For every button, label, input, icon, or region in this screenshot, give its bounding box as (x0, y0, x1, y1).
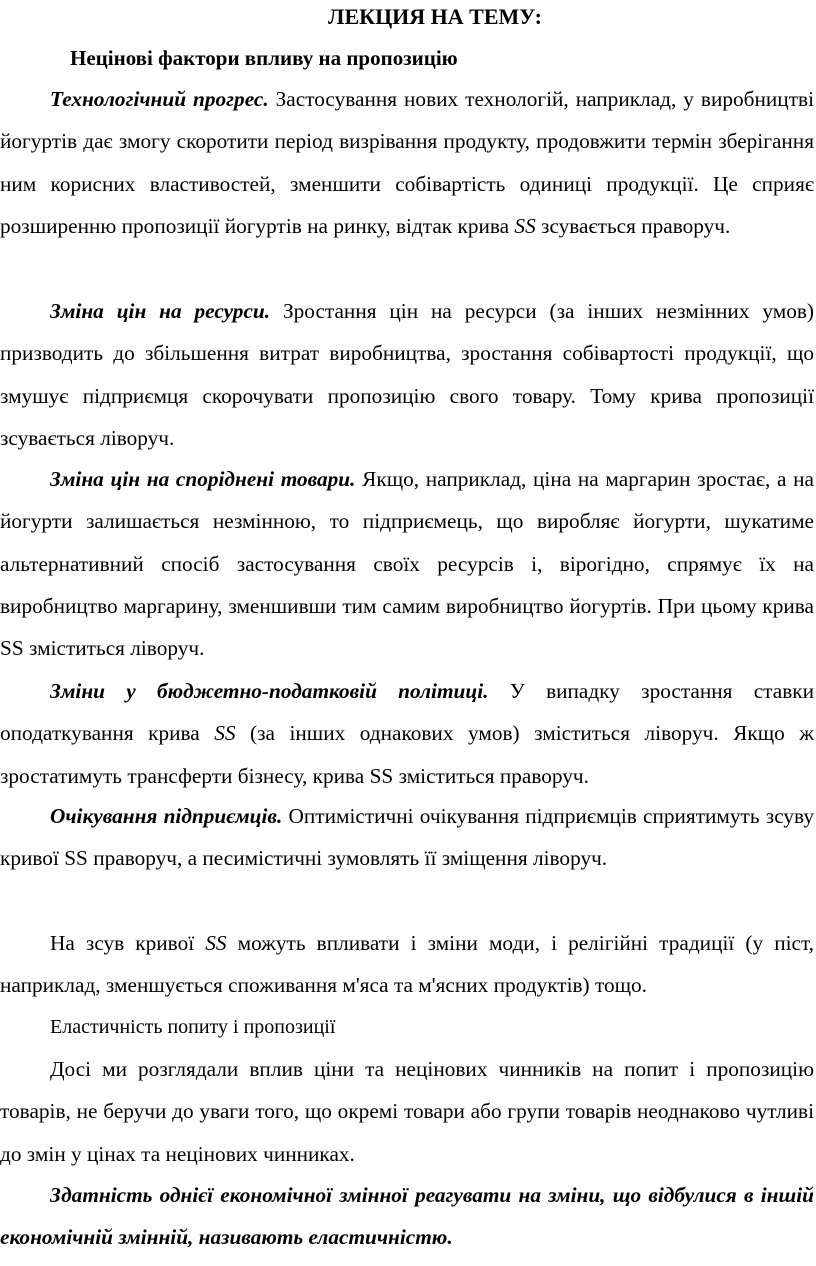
paragraph-fashion-traditions (0, 922, 814, 1007)
paragraph-text: Оптимістичні очікування підприємців сприятимуть зсуву кривої SS праворуч, а песимістичні зумовлять її зміщення ліворуч. (0, 804, 815, 871)
paragraph-elasticity-intro: Досі ми розглядали вплив ціни та нецінових чинників на попит і пропозицію товарів, не беручи до уваги того, що окремі товари або групи товарів неоднаково чутливі до змін у цінах та нецінових чинниках. (0, 1057, 814, 1166)
paragraph-text: На зсув кривої (50, 931, 206, 955)
lecture-subtitle: Нецінові фактори впливу на пропозицію (70, 46, 458, 70)
page-title: ЛЕКЦИЯ НА ТЕМУ: (328, 4, 542, 29)
paragraph-text: можуть впливати і зміни моди, і релігійні традиції (у піст, наприклад, зменшується споживання м'яса та м'ясних продуктів) тощо. (0, 931, 814, 998)
section-heading-elasticity: Еластичність попиту і пропозиції (50, 1016, 336, 1038)
paragraph-text: зсувається праворуч. (535, 213, 731, 238)
paragraph-lead: Зміна цін на ресурси. (50, 299, 271, 323)
paragraph-entrepreneur-expectations (0, 795, 814, 880)
paragraph-text: Зростання цін на ресурси (за інших незмінних умов) призводить до збільшення витрат виробництва, зростання собівартості продукції, що змушує підприємця скорочувати пропозицію свого товару. Тому крива пропозиції зсувається ліворуч. (0, 299, 814, 450)
paragraph-fiscal-policy (0, 670, 814, 797)
paragraph-text: Застосування нових технологій, наприклад, у виробництві йогуртів дає змогу скоротити період визрівання продукту, продовжити термін зберігання ним корисних властивостей, зменшити собівартість одиниці продукції. Це сприяє розширенню пропозиції йогуртів на ринку, відтак крива (0, 87, 814, 238)
ss-curve-label: SS (214, 721, 236, 746)
paragraph-lead: Очікування підприємців. (50, 804, 283, 828)
paragraph-text: (за інших однакових умов) зміститься ліворуч. Якщо ж зростатимуть трансферти бізнесу, крива SS зміститься праворуч. (0, 721, 814, 788)
paragraph-text: Якщо, наприклад, ціна на маргарин зростає, а на йогурти залишається незмінною, то підприємець, що виробляє йогурти, шукатиме альтернативний спосіб застосування своїх ресурсів і, вірогідно, спрямує їх на виробництво маргарину, зменшивши тим самим виробництво йогуртів. При цьому крива SS зміститься ліворуч. (0, 467, 815, 661)
paragraph-lead: Зміна цін на споріднені товари. (50, 467, 356, 491)
paragraph-related-goods (0, 458, 814, 669)
paragraph-text: У випадку зростання ставки оподаткування крива (0, 679, 814, 746)
paragraph-lead: Зміни у бюджетно-податковій політиці. (50, 679, 489, 703)
ss-curve-label: SS (205, 931, 227, 955)
ss-curve-label: SS (514, 213, 536, 238)
paragraph-lead: Технологічний прогрес. (50, 87, 269, 111)
paragraph-technological-progress (0, 78, 814, 247)
paragraph-elasticity-definition: Здатність однієї економічної змінної реагувати на зміни, що відбулися в іншій економічній змінній, називають еластичністю. (0, 1183, 814, 1250)
paragraph-resource-prices (0, 290, 814, 459)
